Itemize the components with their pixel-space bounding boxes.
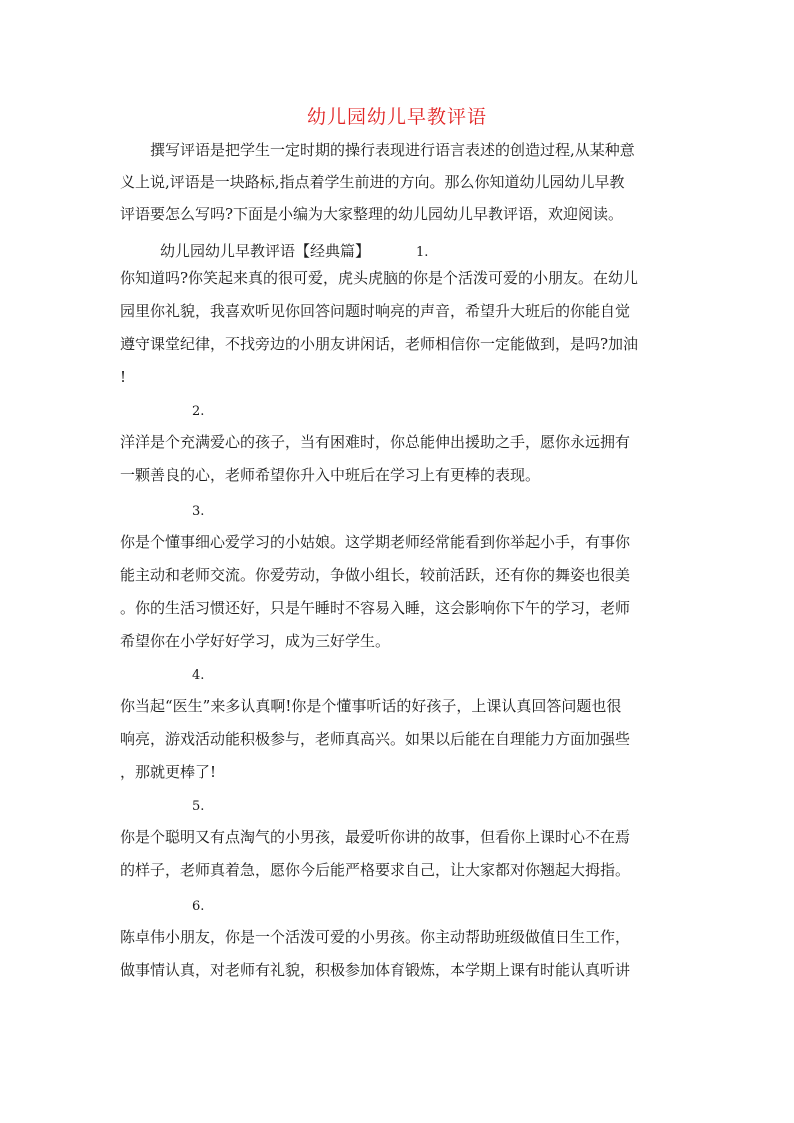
item-line: 你是个懂事细心爱学习的小姑娘。这学期老师经常能看到你举起小手，有事你 <box>120 533 631 551</box>
item-line: 你是个聪明又有点淘气的小男孩，最爱听你讲的故事，但看你上课时心不在焉 <box>120 828 631 846</box>
intro-line: 撰写评语是把学生一定时期的操行表现进行语言表述的创造过程,从某种意 <box>150 141 635 159</box>
item-number: 1. <box>416 245 429 260</box>
item-number: 4. <box>192 668 205 683</box>
intro-line: 评语要怎么写吗?下面是小编为大家整理的幼儿园幼儿早教评语，欢迎阅读。 <box>120 205 624 223</box>
item-line: ! <box>120 368 127 386</box>
item-line: 你当起“医生”来多认真啊!你是个懂事听话的好孩子，上课认真回答问题也很 <box>120 697 622 715</box>
item-line: 希望你在小学好好学习，成为三好学生。 <box>120 632 391 650</box>
item-line: 。你的生活习惯还好，只是午睡时不容易入睡，这会影响你下午的学习，老师 <box>120 599 631 617</box>
intro-line: 义上说,评语是一块路标,指点着学生前进的方向。那么你知道幼儿园幼儿早教 <box>120 173 625 191</box>
item-line: 响亮，游戏活动能积极参与，老师真高兴。如果以后能在自理能力方面加强些 <box>120 730 631 748</box>
item-line: 能主动和老师交流。你爱劳动，争做小组长，较前活跃，还有你的舞姿也很美 <box>120 566 631 584</box>
section-heading: 幼儿园幼儿早教评语【经典篇】 <box>160 242 371 260</box>
item-line: 做事情认真，对老师有礼貌，积极参加体育锻炼，本学期上课有时能认真听讲 <box>120 961 631 979</box>
item-line: 陈卓伟小朋友，你是一个活泼可爱的小男孩。你主动帮助班级做值日生工作， <box>120 928 631 946</box>
item-line: 一颗善良的心，老师希望你升入中班后在学习上有更棒的表现。 <box>120 466 541 484</box>
item-line: ，那就更棒了! <box>120 763 217 781</box>
item-line: 你知道吗?你笑起来真的很可爱，虎头虎脑的你是个活泼可爱的小朋友。在幼儿 <box>120 269 639 287</box>
item-number: 5. <box>192 799 205 814</box>
document-title: 幼儿园幼儿早教评语 <box>306 106 487 128</box>
item-line: 的样子，老师真着急，愿你今后能严格要求自己，让大家都对你翘起大拇指。 <box>120 861 631 879</box>
item-number: 2. <box>192 404 205 419</box>
item-number: 3. <box>192 504 205 519</box>
item-line: 洋洋是个充满爱心的孩子，当有困难时，你总能伸出援助之手，愿你永远拥有 <box>120 433 631 451</box>
item-line: 园里你礼貌，我喜欢听见你回答问题时响亮的声音，希望升大班后的你能自觉 <box>120 302 631 320</box>
item-number: 6. <box>192 899 205 914</box>
item-line: 遵守课堂纪律，不找旁边的小朋友讲闲话，老师相信你一定能做到，是吗?加油 <box>120 335 639 353</box>
